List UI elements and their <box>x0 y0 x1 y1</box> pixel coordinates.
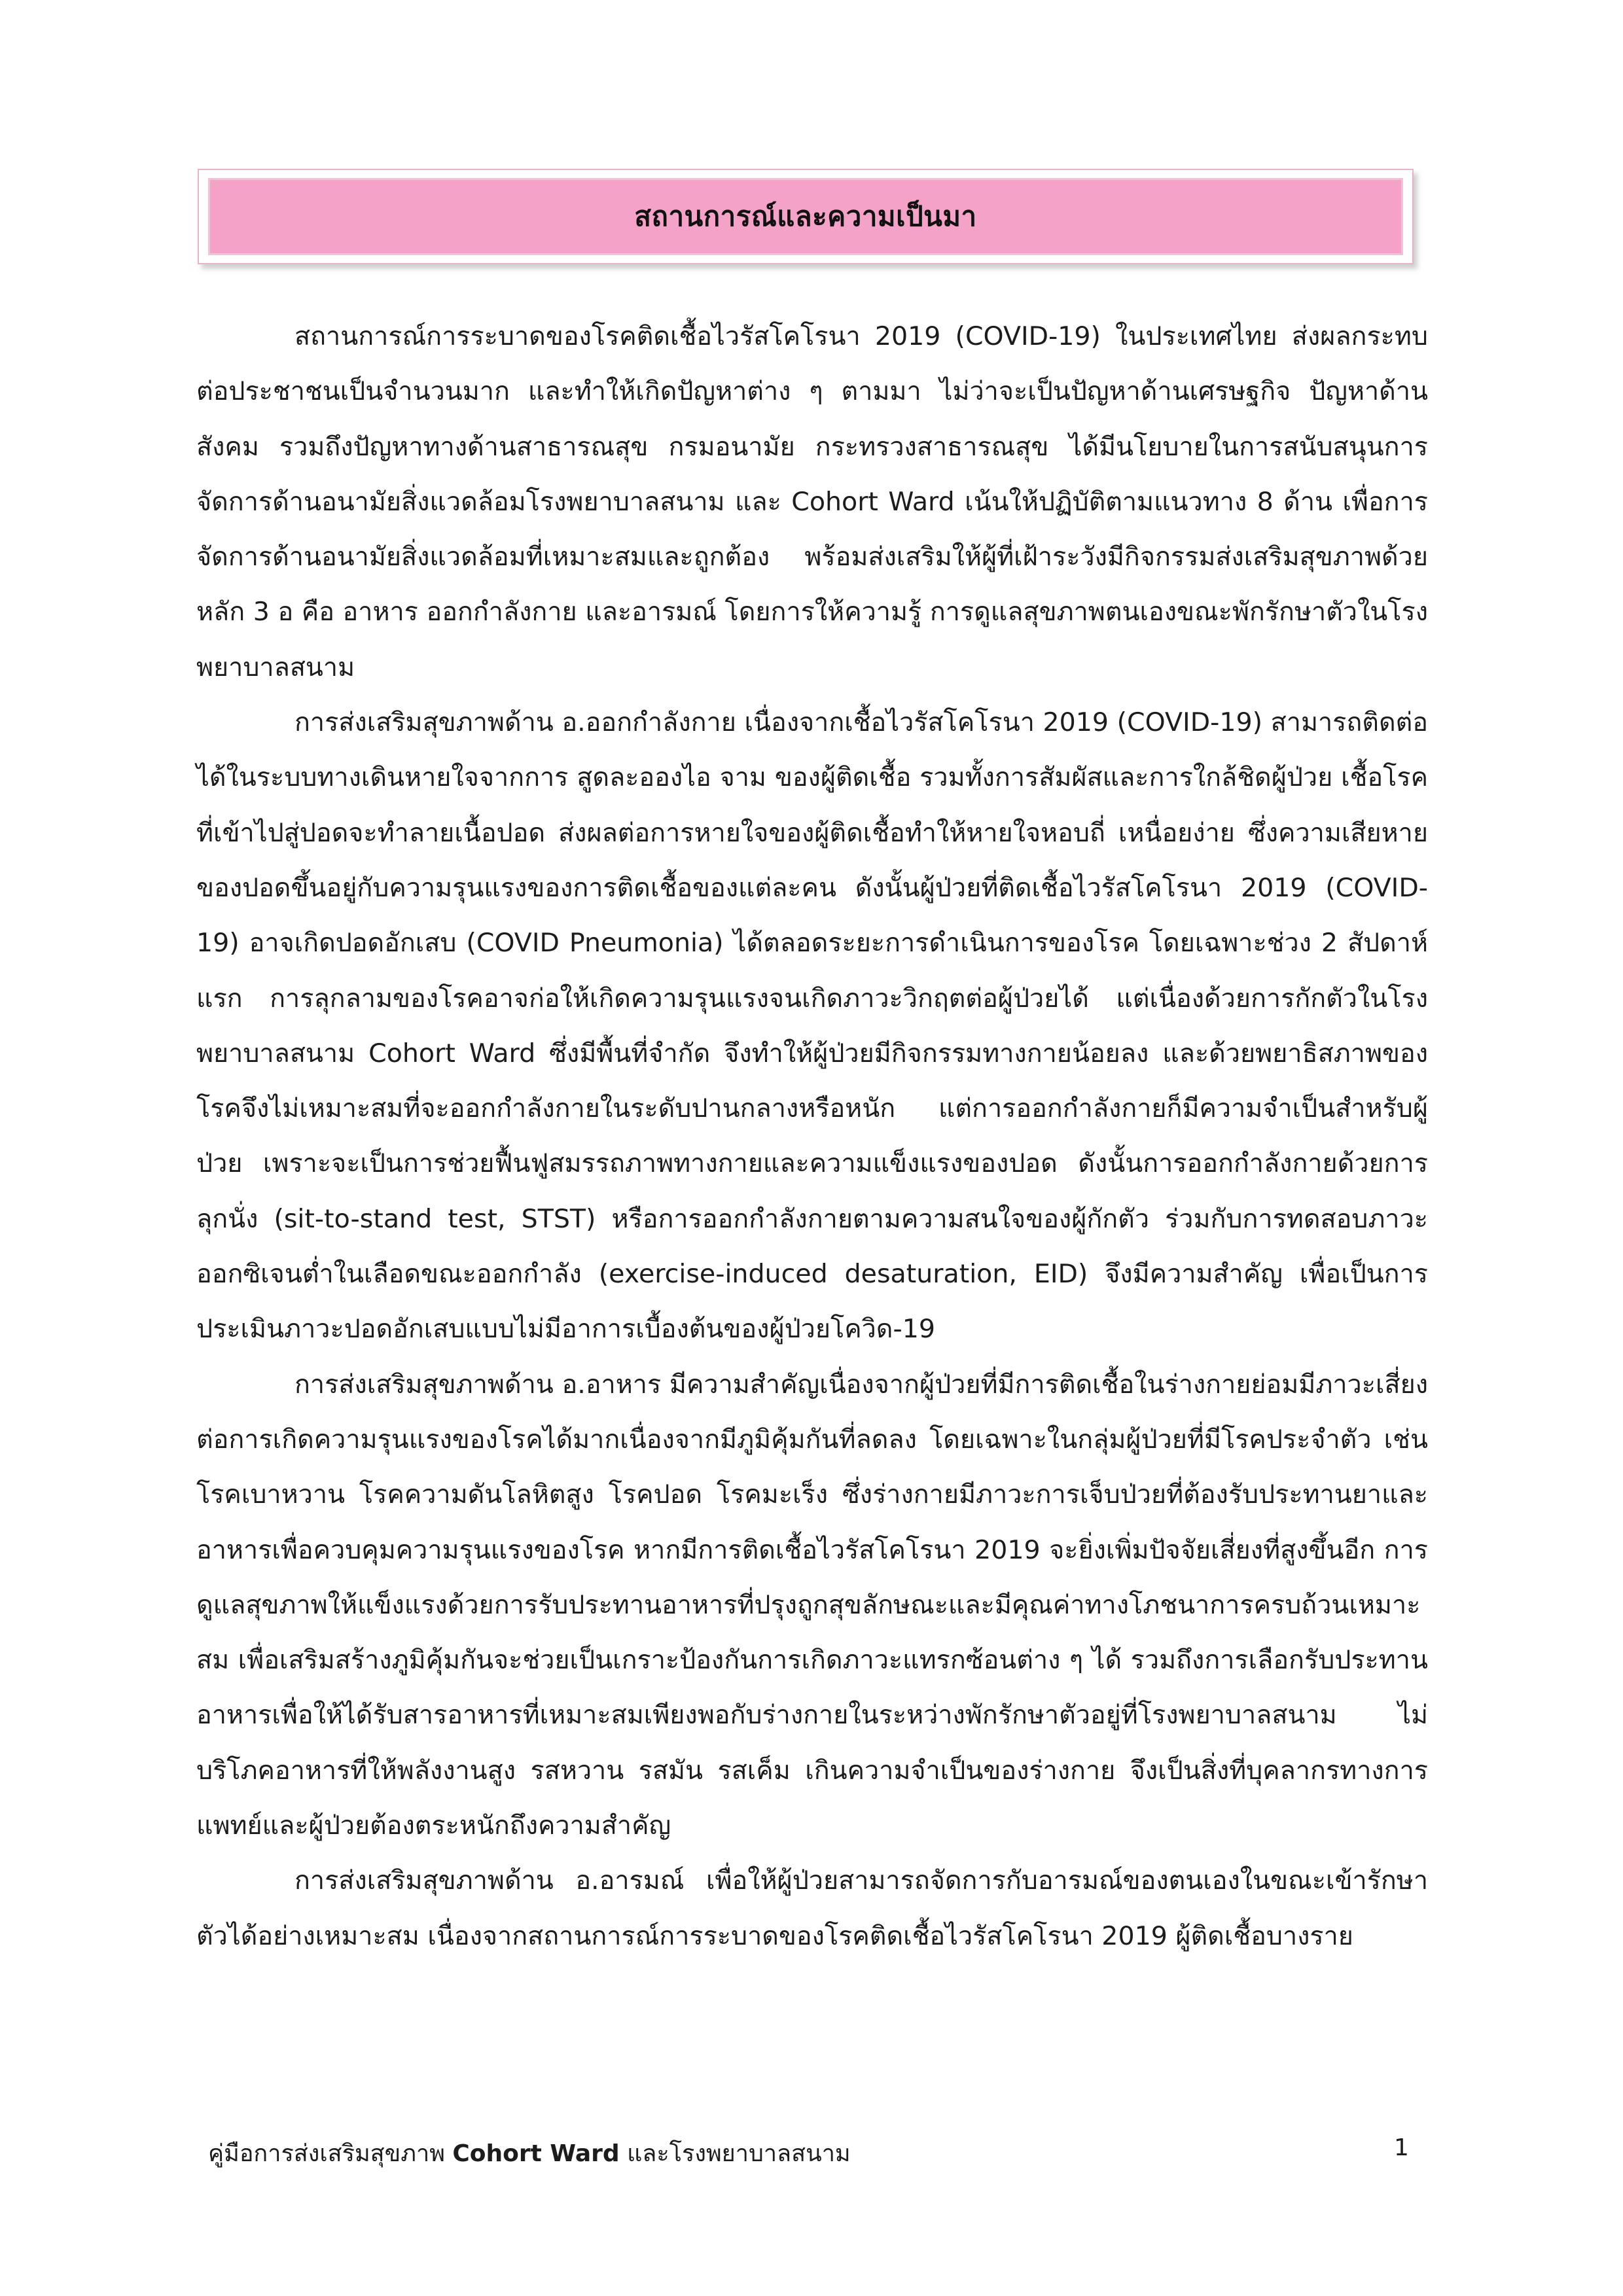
paragraph-situation: สถานการณ์การระบาดของโรคติดเชื้อไวรัสโคโรนา 2019 (COVID-19) ในประเทศไทย ส่งผลกระทบต่อประชาชนเป็นจำนวนมาก และทำให้เกิดปัญหาต่าง ๆ ตามมา ไม่ว่าจะเป็นปัญหาด้านเศรษฐกิจ ปัญหาด้านสังคม รวมถึงปัญหาทางด้านสาธารณสุข กรมอนามัย กระทรวงสาธารณสุข ได้มีนโยบายในการสนับสนุนการจัดการด้านอนามัยสิ่งแวดล้อมโรงพยาบาลสนาม และ Cohort Ward เน้นให้ปฏิบัติตามแนวทาง 8 ด้าน เพื่อการจัดการด้านอนามัยสิ่งแวดล้อมที่เหมาะสมและถูกต้อง พร้อมส่งเสริมให้ผู้ที่เฝ้าระวังมีกิจกรรมส่งเสริมสุขภาพด้วยหลัก 3 อ คือ อาหาร ออกกำลังกาย และอารมณ์ โดยการให้ความรู้ การดูแลสุขภาพตนเองขณะพักรักษาตัวในโรงพยาบาลสนาม <box>196 321 1428 682</box>
page-title: สถานการณ์และความเป็นมา <box>634 200 977 232</box>
title-box <box>208 178 1403 255</box>
paragraph-food: การส่งเสริมสุขภาพด้าน อ.อาหาร มีความสำคัญเนื่องจากผู้ป่วยที่มีการติดเชื้อในร่างกายย่อมมีภาวะเสี่ยงต่อการเกิดความรุนแรงของโรคได้มากเนื่องจากมีภูมิคุ้มกันที่ลดลง โดยเฉพาะในกลุ่มผู้ป่วยที่มีโรคประจำตัว เช่น โรคเบาหวาน โรคความดันโลหิตสูง โรคปอด โรคมะเร็ง ซึ่งร่างกายมีภาวะการเจ็บป่วยที่ต้องรับประทานยาและอาหารเพื่อควบคุมความรุนแรงของโรค หากมีการติดเชื้อไวรัสโคโรนา 2019 จะยิ่งเพิ่มปัจจัยเสี่ยงที่สูงขึ้นอีก การดูแลสุขภาพให้แข็งแรงด้วยการรับประทานอาหารที่ปรุงถูกสุขลักษณะและมีคุณค่าทางโภชนาการครบถ้วนเหมาะสม เพื่อเสริมสร้างภูมิคุ้มกันจะช่วยเป็นเกราะป้องกันการเกิดภาวะแทรกซ้อนต่าง ๆ ได้ รวมถึงการเลือกรับประทานอาหารเพื่อให้ได้รับสารอาหารที่เหมาะสมเพียงพอกับร่างกายในระหว่างพักรักษาตัวอยู่ที่โรงพยาบาลสนาม ไม่บริโภคอาหารที่ให้พลังงานสูง รสหวาน รสมัน รสเค็ม เกินความจำเป็นของร่างกาย จึงเป็นสิ่งที่บุคลากรทางการแพทย์และผู้ป่วยต้องตระหนักถึงความสำคัญ <box>196 1369 1428 1841</box>
paragraph-exercise: การส่งเสริมสุขภาพด้าน อ.ออกกำลังกาย เนื่องจากเชื้อไวรัสโคโรนา 2019 (COVID-19) สามารถติดต่อได้ในระบบทางเดินหายใจจากการ สูดละอองไอ จาม ของผู้ติดเชื้อ รวมทั้งการสัมผัสและการใกล้ชิดผู้ป่วย เชื้อโรคที่เข้าไปสู่ปอดจะทำลายเนื้อปอด ส่งผลต่อการหายใจของผู้ติดเชื้อทำให้หายใจหอบถี่ เหนื่อยง่าย ซึ่งความเสียหายของปอดขึ้นอยู่กับความรุนแรงของการติดเชื้อของแต่ละคน ดังนั้นผู้ป่วยที่ติดเชื้อไวรัสโคโรนา 2019 (COVID-19) อาจเกิดปอดอักเสบ (COVID Pneumonia) ได้ตลอดระยะการดำเนินการของโรค โดยเฉพาะช่วง 2 สัปดาห์แรก การลุกลามของโรคอาจก่อให้เกิดความรุนแรงจนเกิดภาวะวิกฤตต่อผู้ป่วยได้ แต่เนื่องด้วยการกักตัวในโรงพยาบาลสนาม Cohort Ward ซึ่งมีพื้นที่จำกัด จึงทำให้ผู้ป่วยมีกิจกรรมทางกายน้อยลง และด้วยพยาธิสภาพของโรคจึงไม่เหมาะสมที่จะออกกำลังกายในระดับปานกลางหรือหนัก แต่การออกกำลังกายก็มีความจำเป็นสำหรับผู้ป่วย เพราะจะเป็นการช่วยฟื้นฟูสมรรถภาพทางกายและความแข็งแรงของปอด ดังนั้นการออกกำลังกายด้วยการลุกนั่ง (sit-to-stand test, STST) หรือการออกกำลังกายตามความสนใจของผู้กักตัว ร่วมกับการทดสอบภาวะออกซิเจนต่ำในเลือดขณะออกกำลัง (exercise-induced desaturation, EID) จึงมีความสำคัญ เพื่อเป็นการประเมินภาวะปอดอักเสบแบบไม่มีอาการเบื้องต้นของผู้ป่วยโควิด-19 <box>196 707 1428 1345</box>
footer-suffix: และโรงพยาบาลสนาม <box>619 2140 851 2167</box>
paragraph-emotion: การส่งเสริมสุขภาพด้าน อ.อารมณ์ เพื่อให้ผู้ป่วยสามารถจัดการกับอารมณ์ของตนเองในขณะเข้ารักษาตัวได้อย่างเหมาะสม เนื่องจากสถานการณ์การระบาดของโรคติดเชื้อไวรัสโคโรนา 2019 ผู้ติดเชื้อบางราย <box>196 1865 1428 1951</box>
page-number: 1 <box>1394 2134 1409 2161</box>
title-banner <box>198 169 1414 264</box>
footer-emphasis: Cohort Ward <box>452 2140 620 2167</box>
body-text <box>196 309 1428 1964</box>
footer-prefix: คู่มือการส่งเสริมสุขภาพ <box>208 2140 453 2167</box>
footer-title <box>208 2134 851 2172</box>
